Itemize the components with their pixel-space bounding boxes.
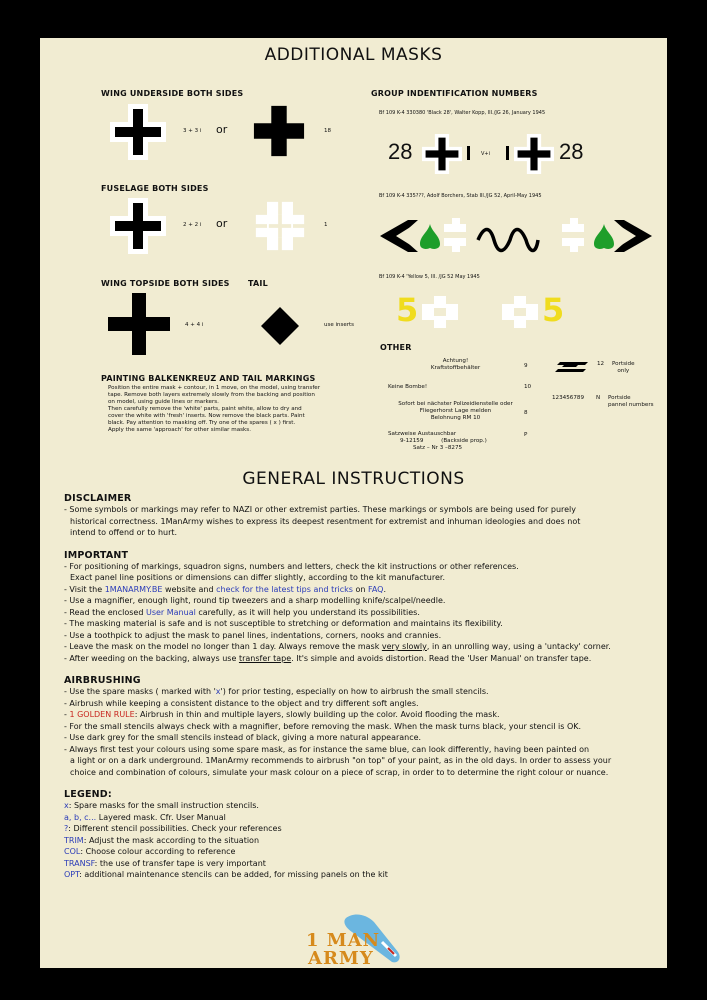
wing-underside-heading: WING UNDERSIDE BOTH SIDES bbox=[101, 89, 244, 98]
borchers-markings-row bbox=[378, 214, 654, 258]
legend-key: a, b, c... bbox=[64, 812, 97, 822]
legend-item bbox=[64, 800, 662, 812]
yellow-5-left: 5 bbox=[396, 291, 419, 329]
other-item-line: Fliegerhorst Lage melden bbox=[419, 408, 492, 414]
white-outline-cross-icon bbox=[254, 200, 306, 252]
other-item-3 bbox=[388, 401, 523, 422]
other-right-text-2 bbox=[608, 395, 654, 409]
text-run: very slowly bbox=[381, 642, 427, 651]
disclaimer-heading: DISCLAIMER bbox=[64, 493, 132, 504]
text-run: transfer tape bbox=[238, 653, 292, 663]
general-instructions-title: GENERAL INSTRUCTIONS bbox=[242, 469, 465, 489]
text-run: . It's simple and avoids distortion. Read the 'User Manual' on transfer tape. bbox=[291, 653, 592, 663]
airbrushing-line bbox=[64, 686, 662, 698]
other-item-line: Satz – Nr 3 –8275 bbox=[413, 445, 463, 451]
disclaimer-line: - Some symbols or markings may refer to NAZI or other extremist parties. These markings or symbols are being used for purely bbox=[64, 505, 577, 514]
general-instructions-body bbox=[64, 493, 662, 881]
other-item-2: Keine Bombe! bbox=[388, 384, 428, 390]
airbrushing-heading: AIRBRUSHING bbox=[64, 675, 141, 686]
legend-heading: LEGEND: bbox=[64, 789, 112, 800]
legend-key: x bbox=[64, 801, 69, 810]
aircraft-2-caption: Bf 109 K-4 335???, Adolf Borchers, Stab III./JG 52, April-May 1945 bbox=[379, 193, 542, 199]
tips-link[interactable]: check for the latest tips and tricks bbox=[216, 584, 353, 594]
text-run: on bbox=[352, 584, 368, 594]
faq-link[interactable]: FAQ bbox=[367, 584, 384, 594]
logo-line-1: 1 MAN bbox=[306, 930, 381, 951]
airbrushing-line: a light or on a dark underground. 1ManArmy recommends to airbrush "on top" of your paint, as in the old days. In order to assess your bbox=[70, 756, 612, 765]
painting-line: tape. Remove both layers extremely slowly from the backing and position bbox=[108, 392, 315, 398]
additional-masks-title: ADDITIONAL MASKS bbox=[264, 45, 443, 65]
other-right-line: pannel numbers bbox=[608, 402, 654, 408]
legend-key: COL bbox=[64, 847, 81, 856]
text-run: carefully, as it will help you understand its possibilities. bbox=[195, 607, 420, 617]
text-run: . bbox=[383, 584, 387, 594]
other-item-line: Kraftstoffbehälter bbox=[430, 365, 481, 371]
wing-topside-heading: WING TOPSIDE BOTH SIDES bbox=[101, 279, 230, 288]
other-item-line: Achtung! bbox=[442, 358, 469, 364]
painting-line: Position the entire mask + contour, in 1 move, on the model, using transfer bbox=[108, 385, 321, 391]
airbrushing-line: - Use dark grey for the small stencils instead of black, giving a more natural appearance. bbox=[64, 733, 422, 742]
other-item-line: Satzweise Austauschbar bbox=[388, 431, 457, 437]
fuselage-heading: FUSELAGE BOTH SIDES bbox=[101, 184, 209, 193]
painting-line: cover the white with 'fresh' inserts. Now remove the black parts. Paint bbox=[108, 413, 305, 419]
painting-heading: PAINTING BALKENKREUZ AND TAIL MARKINGS bbox=[101, 374, 316, 383]
fuselage-count-b: 1 bbox=[324, 222, 328, 228]
legend-item bbox=[64, 846, 662, 858]
airbrushing-line: choice and combination of colours, simulate your mask colour on a piece of scrap, in order to to determine the right colour or nuance. bbox=[70, 767, 609, 777]
airbrushing-line: - Always first test your colours using some spare mask, as for instance the same blue, can look differently, having been painted on bbox=[64, 744, 590, 754]
white-cross-right-icon bbox=[500, 294, 540, 330]
other-item-line: Sofort bei nächster Polizeidienstelle oder bbox=[398, 401, 513, 407]
text-run: - Visit the bbox=[64, 584, 105, 594]
logo-line-2: ARMY bbox=[308, 948, 374, 969]
bar-marking bbox=[467, 146, 470, 160]
disclaimer-line: historical correctness. 1ManArmy wishes to express its deepest resentment for extremist and inhuman ideologies and does not bbox=[70, 516, 581, 526]
legend-key: TRIM bbox=[64, 835, 84, 845]
1manarmy-logo bbox=[306, 910, 402, 968]
group-cross-right-icon bbox=[514, 134, 554, 174]
painting-line: Then carefully remove the 'white' parts, paint white, allow to dry and bbox=[108, 406, 302, 412]
other-right-text-1 bbox=[612, 361, 635, 375]
legend-key: OPT bbox=[64, 870, 80, 879]
legend-text: : the use of transfer tape is very important bbox=[94, 858, 266, 868]
legend-text: : Spare masks for the small instruction stencils. bbox=[68, 801, 259, 810]
white-cross-left-icon bbox=[420, 294, 460, 330]
airbrushing-line: - For the small stencils always check with a magnifier, before removing the mask. When the mask turns black, your stencil is OK. bbox=[64, 721, 582, 731]
airbrushing-line: - Airbrush while keeping a consistent distance to the object and try different soft angles. bbox=[64, 698, 419, 708]
balkenkreuz-outline-cross-icon bbox=[110, 104, 166, 160]
important-line bbox=[64, 641, 662, 653]
aircraft-1-caption: Bf 109 K-4 330380 'Black 28', Walter Kopp, III./JG 26, January 1945 bbox=[379, 110, 546, 116]
text-run: - Leave the mask on the model no longer than 1 day. Always remove the mask bbox=[64, 642, 382, 651]
number-28-left: 28 bbox=[388, 139, 413, 164]
painting-text bbox=[108, 385, 368, 434]
tail-note: use inserts bbox=[324, 322, 355, 328]
legend-key: TRANSF bbox=[64, 858, 95, 868]
other-code-2: 10 bbox=[524, 384, 532, 390]
text-run: - Read the enclosed bbox=[64, 607, 146, 617]
text-run: - Use the spare masks ( marked with ' bbox=[64, 687, 216, 696]
important-line: - For positioning of markings, squadron signs, numbers and letters, check the kit instructions or other references. bbox=[64, 561, 519, 571]
bar-marking bbox=[506, 146, 509, 160]
fuselage-cross-icon bbox=[110, 198, 166, 254]
aircraft-3-caption: Bf 109 K-4 'Yellow 5, III. /JG 52 May 1945 bbox=[379, 274, 480, 280]
important-line: - Use a magnifier, enough light, round tip tweezers and a sharp modelling knife/scalpel/needle. bbox=[64, 596, 446, 605]
other-item-4 bbox=[388, 431, 523, 452]
instruction-sheet bbox=[40, 38, 667, 968]
airbrushing-line bbox=[64, 709, 662, 721]
important-line: - Use a toothpick to adjust the mask to panel lines, indentations, corners, nooks and crannies. bbox=[64, 630, 442, 640]
important-line: - The masking material is safe and is not susceptible to stretching or deformation and maintains its flexibility. bbox=[64, 619, 503, 628]
legend-item bbox=[64, 835, 662, 847]
text-run: 1 GOLDEN RULE bbox=[69, 710, 135, 719]
wing-underside-count-b: 18 bbox=[324, 128, 331, 134]
important-heading: IMPORTANT bbox=[64, 549, 129, 561]
painting-line: on model, using guide lines or markers. bbox=[108, 399, 219, 405]
text-run: : Airbrush in thin and multiple layers, slowly building up the color. Avoid flooding the mask. bbox=[134, 710, 500, 719]
text-run: x bbox=[215, 687, 221, 696]
group-id-heading: GROUP INDENTIFICATION NUMBERS bbox=[371, 89, 538, 98]
other-code-3: 8 bbox=[524, 410, 528, 416]
wing-underside-count-a: 3 + 3 i bbox=[183, 128, 202, 134]
important-line bbox=[64, 653, 662, 665]
legend-text: : Adjust the mask according to the situation bbox=[83, 835, 260, 845]
text-run: website and bbox=[162, 584, 217, 594]
fuselage-or: or bbox=[216, 217, 228, 230]
text-run: , in an unrolling way, using a 'untacky' corner. bbox=[426, 642, 611, 651]
wing-topside-count: 4 + 4 i bbox=[185, 322, 204, 328]
other-code-4: P bbox=[524, 432, 528, 438]
legend-item bbox=[64, 823, 662, 835]
disclaimer-line: intend to offend or to hurt. bbox=[70, 528, 178, 537]
text-run: - bbox=[64, 710, 70, 719]
website-link[interactable]: 1MANARMY.BE bbox=[104, 584, 163, 594]
painting-line: Apply the same 'approach' for other similar masks. bbox=[108, 427, 251, 433]
yellow-5-right: 5 bbox=[542, 291, 565, 329]
legend-item bbox=[64, 869, 662, 881]
other-item-line: Belohnung RM 10 bbox=[430, 415, 481, 421]
other-right-line: only bbox=[617, 368, 630, 374]
fuselage-count-a: 2 + 2 i bbox=[183, 222, 202, 228]
important-line: Exact panel line positions or dimensions can differ slightly, according to the kit manufacturer. bbox=[70, 573, 445, 582]
text-run: - After weeding on the backing, always use bbox=[64, 653, 239, 663]
other-code-1: 9 bbox=[524, 363, 528, 369]
legend-text: : Choose colour according to reference bbox=[80, 847, 236, 856]
balkenkreuz-solid-cross-icon bbox=[252, 104, 306, 158]
tail-swastika-diamond-icon bbox=[259, 305, 301, 347]
legend-text: : Different stencil possibilities. Check your references bbox=[68, 824, 282, 833]
other-item-line: 9-12159 (Backside prop.) bbox=[400, 438, 487, 444]
other-item-1 bbox=[388, 358, 523, 372]
user-manual-link[interactable]: User Manual bbox=[145, 607, 196, 617]
legend-text: Layered mask. Cfr. User Manual bbox=[96, 812, 226, 822]
legend-text: : additional maintenance stencils can be added, for missing panels on the kit bbox=[79, 870, 388, 879]
number-28-right: 28 bbox=[559, 139, 584, 164]
other-right-code-2: N bbox=[596, 395, 601, 401]
legend-item bbox=[64, 812, 662, 824]
vi-label: V+i bbox=[481, 151, 490, 157]
wing-topside-cross-icon bbox=[108, 293, 170, 355]
wing-underside-or: or bbox=[216, 123, 228, 136]
group-cross-left-icon bbox=[422, 134, 462, 174]
other-heading: OTHER bbox=[380, 343, 412, 352]
important-line bbox=[64, 584, 662, 596]
other-right-line: Portside bbox=[612, 361, 635, 367]
serial-numbers: 123456789 bbox=[552, 395, 585, 401]
other-right-line: Portside bbox=[608, 395, 631, 401]
portside-stripe-icon bbox=[554, 361, 590, 373]
painting-line: black. Pay attention to masking off. Try one of the spares ( x ) first. bbox=[108, 420, 296, 426]
text-run: ') for prior testing, especially on how to airbrush the small stencils. bbox=[220, 687, 489, 696]
legend-key: ? bbox=[64, 824, 69, 833]
tail-heading: TAIL bbox=[248, 279, 268, 288]
important-line bbox=[64, 607, 662, 619]
other-right-code-1: 12 bbox=[597, 361, 605, 367]
legend-item bbox=[64, 858, 662, 870]
